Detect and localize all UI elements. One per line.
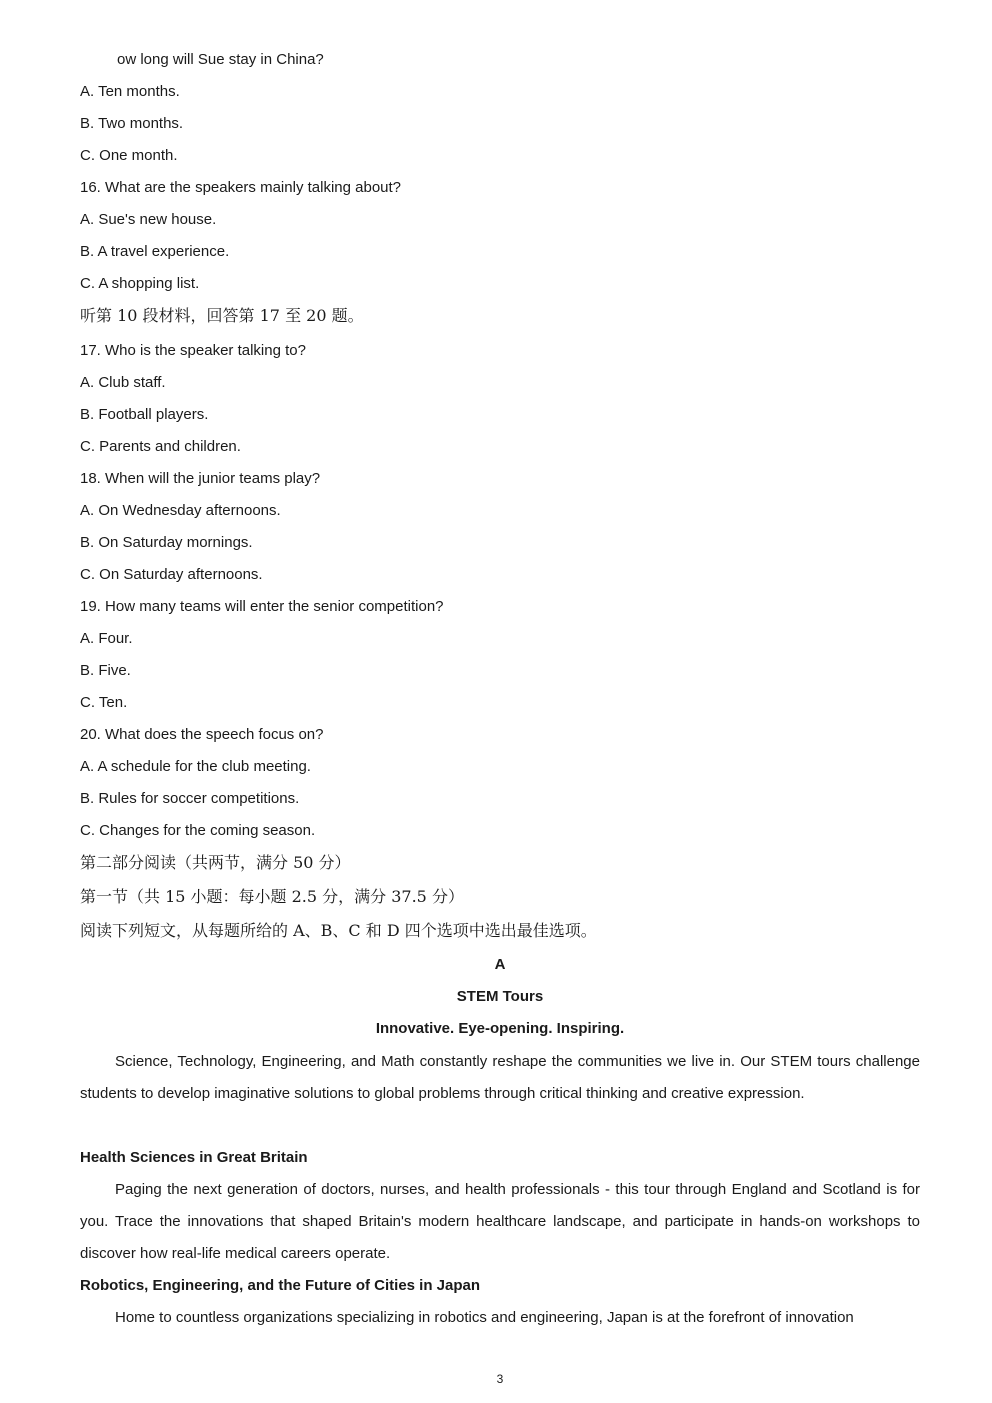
q16-option-c: C. A shopping list. (80, 275, 200, 292)
q19-option-c: C. Ten. (80, 694, 128, 711)
question-20-stem: 20. What does the speech focus on? (80, 726, 324, 743)
q15-option-c: C. One month. (80, 147, 178, 164)
section-10-instruction: 听第 10 段材料，回答第 17 至 20 题。 (80, 306, 364, 325)
part-2-instruction: 阅读下列短文，从每题所给的 A、B、C 和 D 四个选项中选出最佳选项。 (80, 921, 597, 940)
q16-option-a: A. Sue's new house. (80, 211, 217, 228)
passage-subtitle: Innovative. Eye-opening. Inspiring. (375, 1020, 625, 1037)
q18-option-b: B. On Saturday mornings. (80, 534, 253, 551)
section-heading-robotics-japan: Robotics, Engineering, and the Future of Cities in Japan (80, 1277, 481, 1294)
q17-option-b: B. Football players. (80, 406, 209, 423)
question-18-stem: 18. When will the junior teams play? (80, 470, 321, 487)
paragraph-robotics-japan: Home to countless organizations specializing in robotics and engineering, Japan is at the forefront of innovation (115, 1309, 854, 1326)
q18-option-c: C. On Saturday afternoons. (80, 566, 263, 583)
part-2-section-1: 第一节（共 15 小题：每小题 2.5 分，满分 37.5 分） (80, 887, 464, 906)
question-15-stem: ow long will Sue stay in China? (117, 51, 324, 68)
q19-option-a: A. Four. (80, 630, 133, 647)
paragraph-health-sciences: Paging the next generation of doctors, nurses, and health professionals - this tour through England and Scotland is for you. Trace the innovations that shaped Britain's modern healthcare landscape, and participate in hands-on workshops to discover how real-life medical careers operate. (80, 1181, 920, 1262)
page-number: 3 (496, 1372, 504, 1386)
question-19-stem: 19. How many teams will enter the senior competition? (80, 598, 444, 615)
q18-option-a: A. On Wednesday afternoons. (80, 502, 281, 519)
q16-option-b: B. A travel experience. (80, 243, 230, 260)
question-16-stem: 16. What are the speakers mainly talking about? (80, 179, 402, 196)
passage-letter: A (494, 956, 506, 973)
passage-intro: Science, Technology, Engineering, and Math constantly reshape the communities we live in. Our STEM tours challenge students to develop imaginative solutions to global problems through critical thinking and creative expression. (80, 1053, 920, 1102)
q20-option-c: C. Changes for the coming season. (80, 822, 316, 839)
q15-option-b: B. Two months. (80, 115, 184, 132)
section-heading-health-sciences: Health Sciences in Great Britain (80, 1149, 308, 1166)
q17-option-c: C. Parents and children. (80, 438, 241, 455)
question-17-stem: 17. Who is the speaker talking to? (80, 342, 306, 359)
part-2-heading: 第二部分阅读（共两节，满分 50 分） (80, 853, 351, 872)
q15-option-a: A. Ten months. (80, 83, 180, 100)
q20-option-a: A. A schedule for the club meeting. (80, 758, 311, 775)
q19-option-b: B. Five. (80, 662, 131, 679)
q20-option-b: B. Rules for soccer competitions. (80, 790, 300, 807)
q17-option-a: A. Club staff. (80, 374, 166, 391)
passage-title: STEM Tours (456, 988, 544, 1005)
